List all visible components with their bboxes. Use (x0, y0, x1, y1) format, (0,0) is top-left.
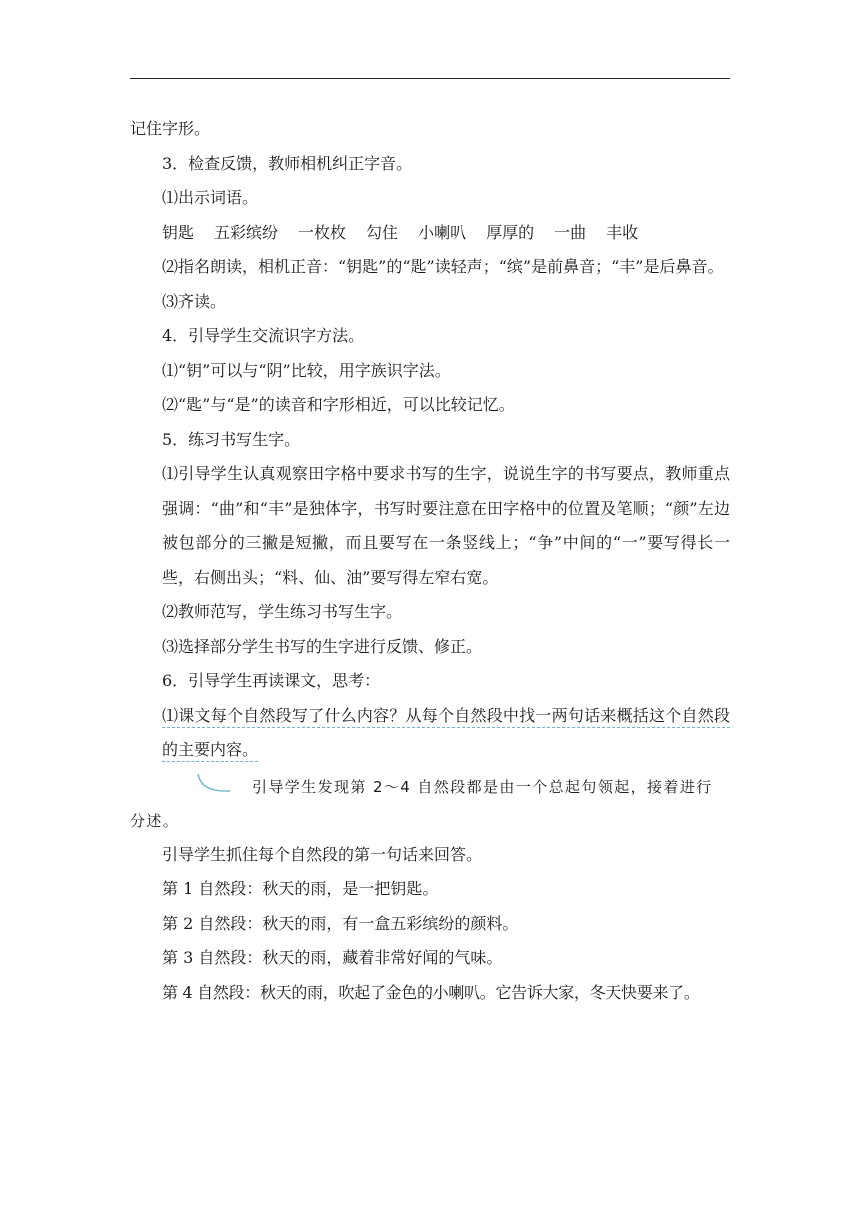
paragraph: ⑶齐读。 (162, 291, 227, 311)
step-heading: 6．引导学生再读课文，思考： (162, 671, 381, 690)
paragraph: 第 3 自然段：秋天的雨，藏着非常好闻的气味。 (162, 948, 503, 967)
note-arrow-icon (196, 772, 238, 796)
header-rule (130, 78, 730, 79)
word: 勾住 (366, 222, 399, 242)
paragraph: ⑵“匙”与“是”的读音和字形相近，可以比较记忆。 (162, 395, 515, 414)
note-text: 分述。 (130, 811, 180, 830)
teaching-note (130, 770, 730, 838)
paragraph: ⑴出示词语。 (162, 188, 259, 207)
word: 五彩缤纷 (214, 222, 279, 242)
paragraph: 引导学生抓住每个自然段的第一句话来回答。 (162, 844, 483, 864)
highlighted-question: ⑴课文每个自然段写了什么内容？从每个自然段中找一两句话来概括这个自然段的主要内容。 (162, 705, 730, 759)
paragraph: ⑵教师范写，学生练习书写生字。 (162, 602, 403, 621)
document-body (130, 112, 730, 1010)
paragraph: 记住字形。 (130, 119, 211, 138)
paragraph (130, 699, 730, 768)
paragraph: 第 4 自然段：秋天的雨，吹起了金色的小喇叭。它告诉大家，冬天快要来了。 (162, 982, 700, 1002)
step-heading: 3．检查反馈，教师相机纠正字音。 (162, 153, 413, 173)
word: 丰收 (606, 222, 639, 242)
paragraph: ⑶选择部分学生书写的生字进行反馈、修正。 (162, 636, 483, 656)
word: 小喇叭 (418, 222, 467, 242)
word: 一曲 (554, 222, 587, 242)
step-heading: 4．引导学生交流识字方法。 (162, 326, 365, 345)
step-heading: 5．练习书写生字。 (162, 429, 301, 449)
word: 钥匙 (162, 222, 195, 242)
paragraph: ⑵指名朗读，相机正音：“钥匙”的“匙”读轻声；“缤”是前鼻音；“丰”是后鼻音。 (162, 257, 724, 276)
note-text: 引导学生发现第 2～4 自然段都是由一个总起句领起，接着进行 (252, 777, 713, 796)
word: 一枚枚 (298, 222, 347, 242)
paragraph: ⑴引导学生认真观察田字格中要求书写的生字，说说生字的书写要点，教师重点强调：“曲”和“丰”是独体字，书写时要注意在田字格中的位置及笔顺；“颜”左边被包部分的三撇是短撇，而且要写在一条竖线上；“争”中间的“一”要写得长一些，右侧出头；“料、仙、油”要写得左窄右宽。 (162, 464, 730, 587)
paragraph: 第 2 自然段：秋天的雨，有一盒五彩缤纷的颜料。 (162, 913, 519, 933)
paragraph: ⑴“钥”可以与“阴”比较，用字族识字法。 (162, 360, 451, 380)
paragraph: 第 1 自然段：秋天的雨，是一把钥匙。 (162, 879, 439, 898)
word: 厚厚的 (486, 222, 535, 242)
word-list (130, 216, 730, 251)
